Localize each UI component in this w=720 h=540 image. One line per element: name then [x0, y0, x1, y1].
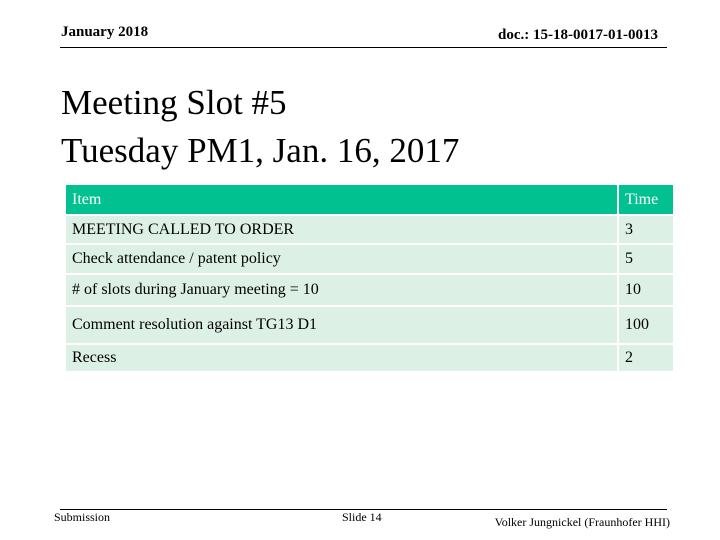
header-doc-number: doc.: 15-18-0017-01-0013	[498, 27, 658, 43]
footer-submission: Submission	[54, 510, 111, 524]
agenda-time: 10	[618, 274, 673, 306]
table-row	[66, 274, 673, 306]
header-divider	[60, 47, 667, 48]
table-row	[66, 215, 673, 244]
agenda-header-row	[66, 185, 673, 215]
table-row	[66, 306, 673, 344]
footer-slide-number: Slide 14	[342, 510, 382, 524]
slide-title-line-2: Tuesday PM1, Jan. 16, 2017	[61, 131, 460, 170]
footer-author: Volker Jungnickel (Fraunhofer HHI)	[494, 515, 670, 529]
agenda-time: 2	[618, 344, 673, 372]
header-date: January 2018	[61, 24, 149, 40]
table-row	[66, 244, 673, 274]
agenda-item: # of slots during January meeting = 10	[66, 274, 618, 306]
column-header-time: Time	[618, 185, 673, 215]
agenda-item: Recess	[66, 344, 618, 372]
column-header-item: Item	[66, 185, 618, 215]
agenda-table	[66, 185, 673, 373]
agenda-time: 5	[618, 244, 673, 274]
agenda-time: 100	[618, 306, 673, 344]
agenda-item: Comment resolution against TG13 D1	[66, 306, 618, 344]
slide-title	[61, 79, 459, 175]
agenda-item: Check attendance / patent policy	[66, 244, 618, 274]
agenda-time: 3	[618, 215, 673, 244]
agenda-item: MEETING CALLED TO ORDER	[66, 215, 618, 244]
slide-title-line-1: Meeting Slot #5	[61, 83, 287, 122]
table-row	[66, 344, 673, 372]
